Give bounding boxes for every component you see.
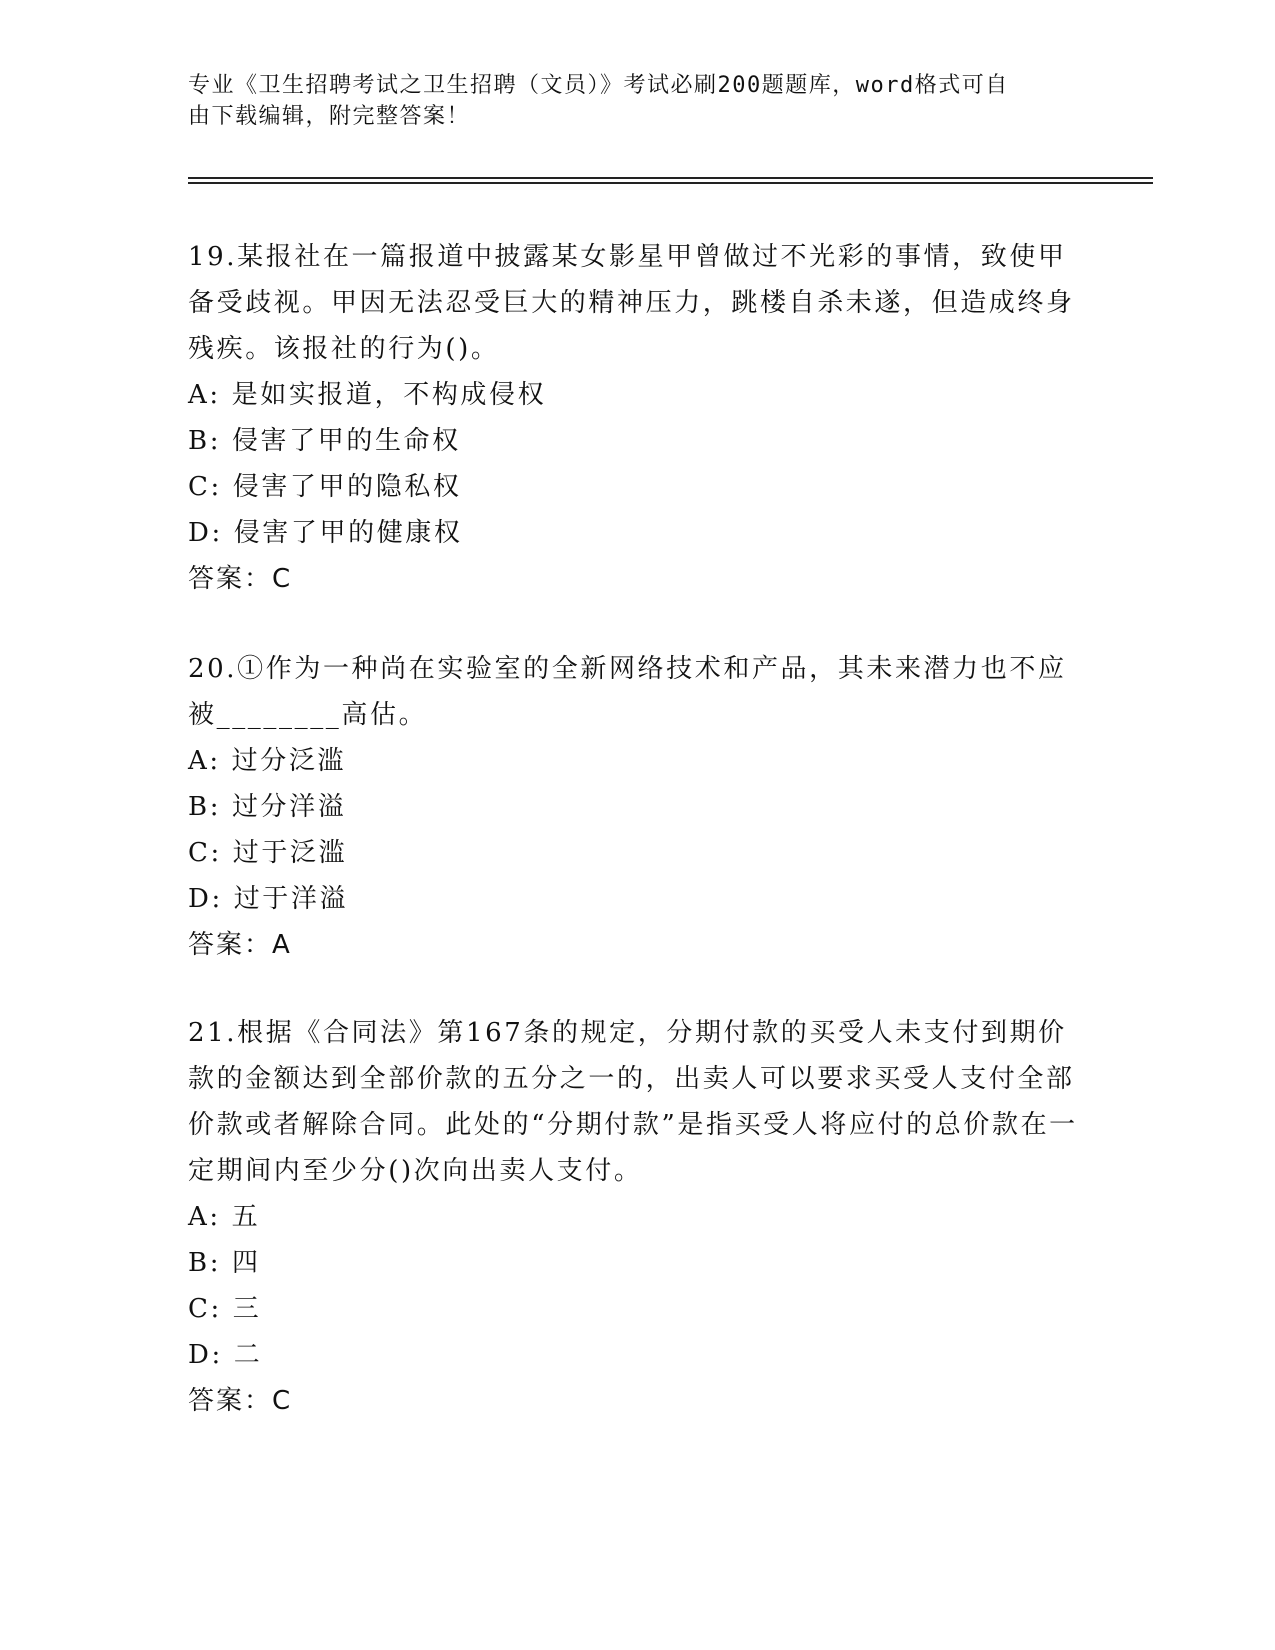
option-key: B <box>188 1248 210 1278</box>
option-text: 五 <box>231 1202 261 1232</box>
option-text: 侵害了甲的健康权 <box>233 518 463 548</box>
option-text: 侵害了甲的生命权 <box>231 426 461 456</box>
question-stem: 19.某报社在一篇报道中披露某女影星甲曾做过不光彩的事情，致使甲备受歧视。甲因无法忍受巨大的精神压力，跳楼自杀未遂，但造成终身残疾。该报社的行为()。 <box>188 242 1075 364</box>
answer-value: C <box>272 564 293 594</box>
answer-value: C <box>272 1386 293 1416</box>
option-d: D: 二 <box>188 1340 263 1370</box>
option-key: C <box>188 1294 211 1324</box>
answer-label: 答案： <box>188 1386 273 1416</box>
header-divider-bottom <box>188 182 1153 184</box>
option-text: 三 <box>232 1294 262 1324</box>
option-c: C: 侵害了甲的隐私权 <box>188 472 462 502</box>
option-text: 过分洋溢 <box>231 792 347 822</box>
question-21 <box>188 1010 1088 1424</box>
option-b: B: 侵害了甲的生命权 <box>188 426 461 456</box>
option-text: 过分泛滥 <box>231 746 347 776</box>
option-a: A: 五 <box>188 1202 261 1232</box>
answer-label: 答案： <box>188 930 273 960</box>
option-a: A: 是如实报道，不构成侵权 <box>188 380 547 410</box>
option-text: 过于泛滥 <box>232 838 348 868</box>
option-b: B: 过分洋溢 <box>188 792 347 822</box>
question-stem: 21.根据《合同法》第167条的规定，分期付款的买受人未支付到期价款的金额达到全部价款的五分之一的，出卖人可以要求买受人支付全部价款或者解除合同。此处的“分期付款”是指买受人将应付的总价款在一定期间内至少分()次向出卖人支付。 <box>188 1018 1078 1186</box>
header-line-2: 由下载编辑，附完整答案！ <box>188 104 471 129</box>
option-text: 是如实报道，不构成侵权 <box>231 380 547 410</box>
answer-line <box>188 1378 1088 1424</box>
option-key: D <box>188 884 212 914</box>
option-b: B: 四 <box>188 1248 261 1278</box>
question-20 <box>188 646 1088 968</box>
option-d: D: 侵害了甲的健康权 <box>188 518 463 548</box>
option-key: C <box>188 472 211 502</box>
option-key: C <box>188 838 211 868</box>
option-key: A <box>188 746 210 776</box>
answer-value: A <box>272 930 292 960</box>
option-key: A <box>188 380 210 410</box>
answer-line <box>188 556 1088 602</box>
option-key: D <box>188 518 212 548</box>
answer-label: 答案： <box>188 564 273 594</box>
option-key: B <box>188 426 210 456</box>
question-stem: 20.①作为一种尚在实验室的全新网络技术和产品，其未来潜力也不应被________高估。 <box>188 654 1067 730</box>
answer-line <box>188 922 1088 968</box>
option-key: D <box>188 1340 212 1370</box>
document-header <box>188 70 1068 132</box>
option-text: 过于洋溢 <box>233 884 349 914</box>
option-text: 侵害了甲的隐私权 <box>232 472 462 502</box>
option-text: 二 <box>233 1340 263 1370</box>
option-a: A: 过分泛滥 <box>188 746 347 776</box>
option-d: D: 过于洋溢 <box>188 884 349 914</box>
option-text: 四 <box>231 1248 261 1278</box>
option-c: C: 三 <box>188 1294 262 1324</box>
question-19 <box>188 234 1088 602</box>
option-c: C: 过于泛滥 <box>188 838 348 868</box>
header-divider-top <box>188 177 1153 179</box>
option-key: A <box>188 1202 210 1232</box>
header-line-1: 专业《卫生招聘考试之卫生招聘（文员）》考试必刷200题题库，word格式可自 <box>188 73 1009 98</box>
option-key: B <box>188 792 210 822</box>
